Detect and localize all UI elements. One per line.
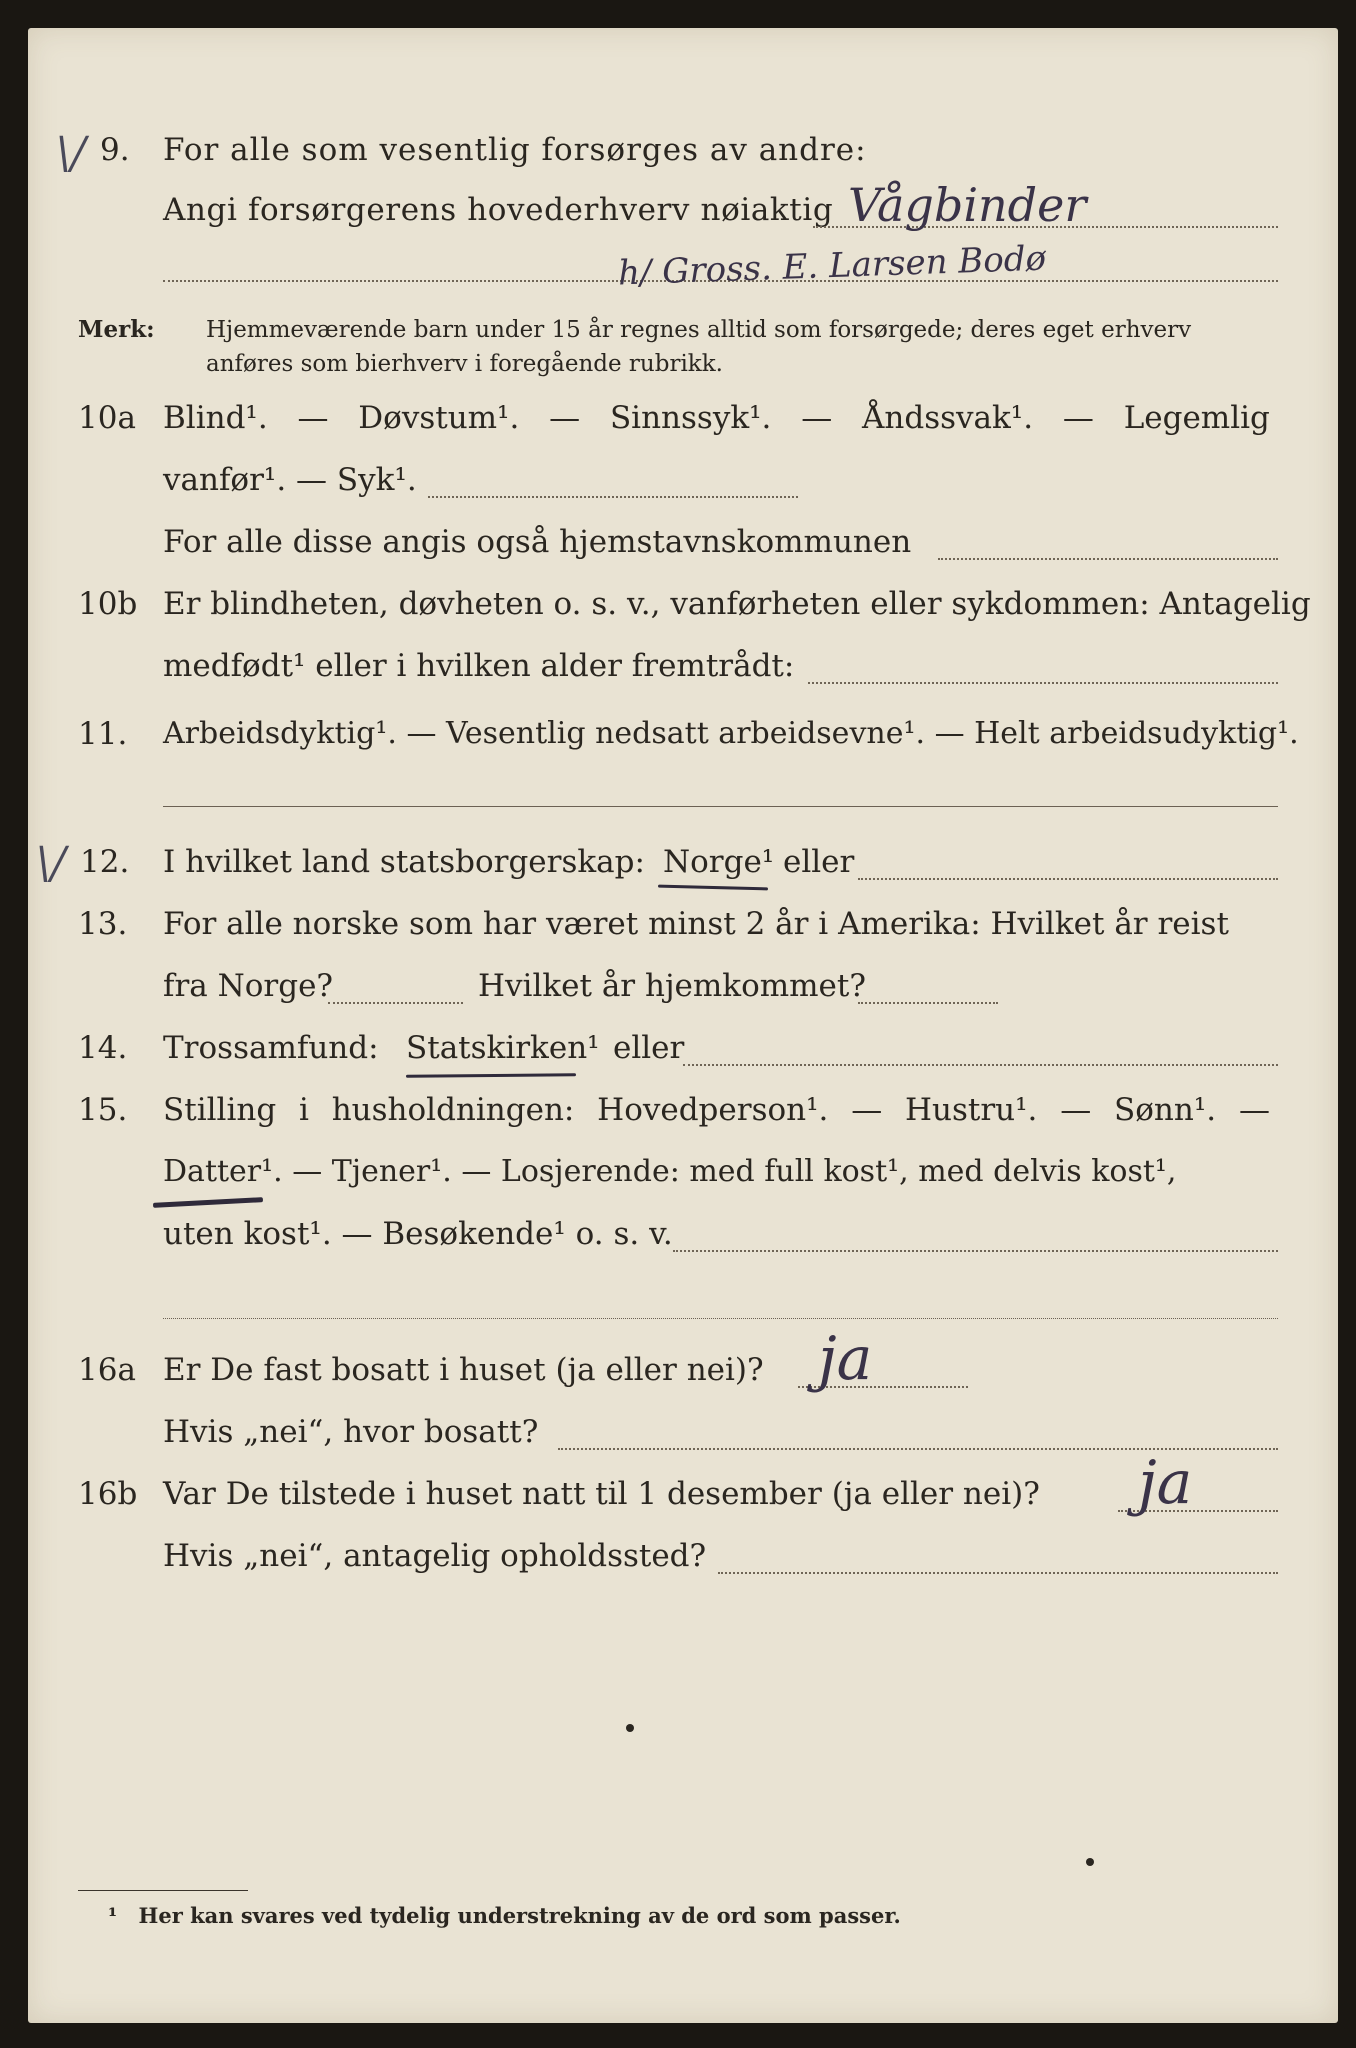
q13-number: 13. bbox=[78, 906, 128, 942]
q15-line3-text: uten kost¹. — Besøkende¹ o. s. v. bbox=[163, 1216, 673, 1252]
q10a-line2 bbox=[28, 460, 1338, 500]
q13-line2 bbox=[28, 966, 1338, 1006]
q10b-number: 10b bbox=[78, 586, 138, 622]
q15-word: Sønn¹. bbox=[1114, 1092, 1217, 1128]
q9-number: 9. bbox=[100, 132, 130, 168]
q10a-options bbox=[163, 398, 1270, 438]
q10a-word: Åndssvak¹. bbox=[862, 400, 1034, 436]
q10a-word: Sinnssyk¹. bbox=[609, 400, 772, 436]
q10a-line3-text: For alle disse angis også hjemstavnskommunen bbox=[163, 524, 912, 560]
q15-word: — bbox=[1060, 1092, 1092, 1128]
q14-ink-underline bbox=[406, 1073, 576, 1077]
q16a-line2 bbox=[28, 1412, 1338, 1452]
q16b-line2 bbox=[28, 1536, 1338, 1576]
q10a-word: — bbox=[1062, 400, 1094, 436]
q10a-line1 bbox=[28, 398, 1338, 438]
q11-line1-text: Arbeidsdyktig¹. — Vesentlig nedsatt arbeidsevne¹. — Helt arbeidsudyktig¹. bbox=[163, 716, 1299, 751]
q9-line2 bbox=[28, 190, 1338, 230]
q9-occupation-label: Angi forsørgerens hovederhverv nøiaktig bbox=[163, 192, 834, 228]
q10a-word: — bbox=[297, 400, 329, 436]
q14-question: Trossamfund: bbox=[163, 1030, 379, 1066]
q10a-number: 10a bbox=[78, 400, 136, 436]
q13-line1 bbox=[28, 904, 1338, 944]
merk-line1: Hjemmeværende barn under 15 år regnes alltid som forsørgede; deres eget erhverv bbox=[206, 317, 1192, 343]
q16b-handwritten-answer: ja bbox=[1138, 1448, 1193, 1518]
footnote-text: Her kan svares ved tydelig understrekning av de ord som passer. bbox=[138, 1903, 901, 1928]
q16a-handwritten-answer: ja bbox=[818, 1324, 873, 1394]
q9-handwritten-employer: h/ Gross. E. Larsen Bodø bbox=[617, 238, 1047, 294]
footnote-mark: ¹ bbox=[108, 1903, 118, 1928]
q10a-line3 bbox=[28, 522, 1338, 562]
q15-options bbox=[163, 1090, 1270, 1130]
q11-line1 bbox=[28, 714, 1338, 754]
q16b-number: 16b bbox=[78, 1476, 138, 1512]
q10a-word: — bbox=[549, 400, 581, 436]
checkmark-q12: \/ bbox=[36, 838, 66, 889]
q16a-question: Er De fast bosatt i huset (ja eller nei)? bbox=[163, 1352, 764, 1388]
q11-number: 11. bbox=[78, 716, 128, 752]
q10a-word: — bbox=[801, 400, 833, 436]
q16a-line1 bbox=[28, 1350, 1338, 1390]
q14-number: 14. bbox=[78, 1030, 128, 1066]
q15-line1 bbox=[28, 1090, 1338, 1130]
q10a-word: Døvstum¹. bbox=[358, 400, 520, 436]
q10b-line1 bbox=[28, 584, 1338, 624]
q9-line1 bbox=[28, 130, 1338, 170]
q15-line3 bbox=[28, 1214, 1338, 1254]
q12-line1 bbox=[28, 842, 1338, 882]
q10b-line2-text: medfødt¹ eller i hvilken alder fremtrådt: bbox=[163, 648, 795, 684]
q16a-number: 16a bbox=[78, 1352, 136, 1388]
q10a-word: Legemlig bbox=[1123, 400, 1270, 436]
q14-option-eller: eller bbox=[613, 1030, 685, 1066]
q15-line2-text: Datter¹. — Tjener¹. — Losjerende: med full kost¹, med delvis kost¹, bbox=[163, 1154, 1177, 1189]
q12-number: 12. bbox=[80, 844, 130, 880]
q16b-question: Var De tilstede i huset natt til 1 desember (ja eller nei)? bbox=[163, 1476, 1040, 1512]
checkmark-q9: \/ bbox=[56, 128, 86, 179]
q15-word: Stilling bbox=[163, 1092, 277, 1128]
q15-word: — bbox=[851, 1092, 883, 1128]
q15-word: i bbox=[298, 1092, 309, 1128]
q9-handwritten-occupation: Vågbinder bbox=[848, 178, 1087, 232]
q15-word: husholdningen: bbox=[331, 1092, 575, 1128]
q13-line1-text: For alle norske som har været minst 2 år i Amerika: Hvilket år reist bbox=[163, 906, 1229, 942]
footnote bbox=[108, 1903, 901, 1928]
q16a-followup: Hvis „nei“, hvor bosatt? bbox=[163, 1414, 539, 1450]
q10a-word: Blind¹. bbox=[163, 400, 268, 436]
q15-ink-underline bbox=[153, 1197, 263, 1208]
q14-line1 bbox=[28, 1028, 1338, 1068]
q15-word: — bbox=[1238, 1092, 1270, 1128]
q16b-followup: Hvis „nei“, antagelig opholdssted? bbox=[163, 1538, 707, 1574]
q15-word: Hustru¹. bbox=[904, 1092, 1038, 1128]
q14-option-statskirken: Statskirken¹ bbox=[406, 1030, 600, 1066]
q12-option-eller: eller bbox=[783, 844, 855, 880]
census-form-page bbox=[28, 28, 1338, 2023]
q10b-line1-text: Er blindheten, døvheten o. s. v., vanførheten eller sykdommen: Antagelig bbox=[163, 586, 1311, 622]
q10a-line2-text: vanfør¹. — Syk¹. bbox=[163, 462, 417, 498]
q12-ink-underline bbox=[658, 885, 768, 891]
q10b-line2 bbox=[28, 646, 1338, 686]
q15-number: 15. bbox=[78, 1092, 128, 1128]
q12-option-norge: Norge¹ bbox=[663, 844, 775, 880]
q15-word: Hovedperson¹. bbox=[597, 1092, 829, 1128]
ink-dot bbox=[1086, 1858, 1094, 1866]
q9-question: For alle som vesentlig forsørges av andre: bbox=[163, 132, 867, 168]
q15-line2 bbox=[28, 1152, 1338, 1192]
footnote-rule bbox=[78, 1890, 248, 1891]
merk-label: Merk: bbox=[78, 316, 155, 343]
merk-line2: anføres som bierhverv i foregående rubrikk. bbox=[206, 351, 723, 377]
ink-dot bbox=[626, 1724, 634, 1732]
q13-right-question: Hvilket år hjemkommet? bbox=[478, 968, 866, 1004]
q12-question: I hvilket land statsborgerskap: bbox=[163, 844, 645, 880]
q13-left-question: fra Norge? bbox=[163, 968, 334, 1004]
